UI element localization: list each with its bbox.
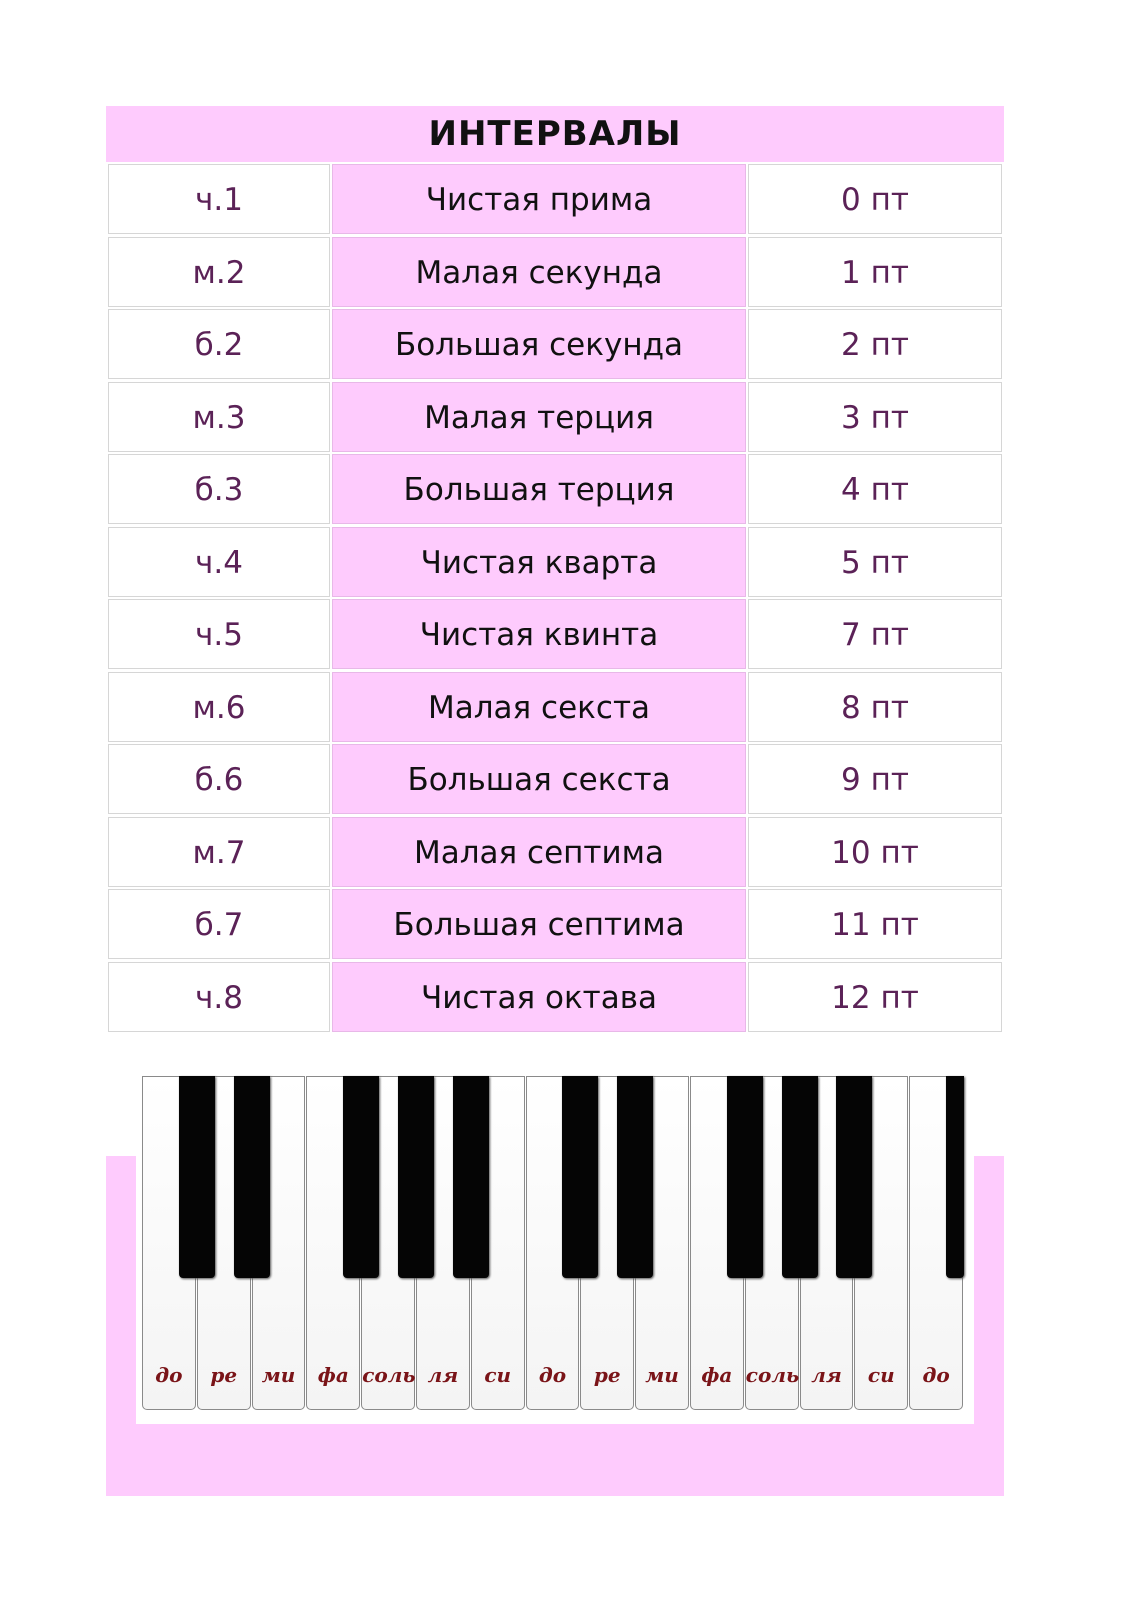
interval-name: Малая терция (332, 382, 746, 452)
table-row (106, 599, 1004, 673)
note-label: ми (645, 1363, 679, 1387)
black-key[interactable] (617, 1076, 653, 1278)
black-key[interactable] (179, 1076, 215, 1278)
interval-semitones: 3 пт (748, 382, 1002, 452)
interval-abbreviation: б.2 (108, 309, 330, 379)
black-key[interactable] (234, 1076, 270, 1278)
black-key[interactable] (836, 1076, 872, 1278)
interval-abbreviation: б.3 (108, 454, 330, 524)
table-row (106, 382, 1004, 456)
black-key[interactable] (343, 1076, 379, 1278)
interval-name: Чистая прима (332, 164, 746, 234)
interval-semitones: 5 пт (748, 527, 1002, 597)
interval-name: Чистая квинта (332, 599, 746, 669)
interval-name: Малая секста (332, 672, 746, 742)
interval-table (106, 162, 1004, 1156)
interval-semitones: 11 пт (748, 889, 1002, 959)
interval-semitones: 10 пт (748, 817, 1002, 887)
interval-abbreviation: ч.5 (108, 599, 330, 669)
interval-abbreviation: м.7 (108, 817, 330, 887)
black-key[interactable] (782, 1076, 818, 1278)
table-row (106, 454, 1004, 528)
black-key[interactable] (727, 1076, 763, 1278)
table-row (106, 962, 1004, 1036)
note-label: ля (427, 1363, 459, 1387)
note-label: ре (593, 1363, 621, 1387)
table-row (106, 889, 1004, 963)
table-row (106, 527, 1004, 601)
table-row (106, 672, 1004, 746)
interval-name: Большая секунда (332, 309, 746, 379)
interval-name: Чистая октава (332, 962, 746, 1032)
interval-name: Малая септима (332, 817, 746, 887)
interval-abbreviation: ч.4 (108, 527, 330, 597)
note-label: до (922, 1363, 950, 1387)
interval-sheet (106, 106, 1004, 1496)
note-label: фа (317, 1363, 349, 1387)
interval-semitones: 4 пт (748, 454, 1002, 524)
note-label: ре (210, 1363, 238, 1387)
table-row (106, 309, 1004, 383)
interval-abbreviation: ч.8 (108, 962, 330, 1032)
page-title: ИНТЕРВАЛЫ (428, 114, 682, 154)
note-label: соль (745, 1363, 800, 1387)
black-key[interactable] (946, 1076, 964, 1278)
piano-keyboard (136, 1072, 974, 1424)
interval-semitones: 1 пт (748, 237, 1002, 307)
interval-semitones: 12 пт (748, 962, 1002, 1032)
interval-name: Чистая кварта (332, 527, 746, 597)
interval-abbreviation: б.7 (108, 889, 330, 959)
interval-abbreviation: м.6 (108, 672, 330, 742)
note-label: ми (261, 1363, 296, 1387)
interval-semitones: 2 пт (748, 309, 1002, 379)
interval-semitones: 7 пт (748, 599, 1002, 669)
note-label: до (155, 1363, 183, 1387)
interval-abbreviation: м.2 (108, 237, 330, 307)
interval-semitones: 0 пт (748, 164, 1002, 234)
interval-abbreviation: ч.1 (108, 164, 330, 234)
interval-semitones: 8 пт (748, 672, 1002, 742)
black-key[interactable] (453, 1076, 489, 1278)
interval-name: Малая секунда (332, 237, 746, 307)
note-label: ля (811, 1363, 842, 1387)
interval-abbreviation: б.6 (108, 744, 330, 814)
note-label: си (484, 1363, 512, 1387)
table-row (106, 744, 1004, 818)
interval-name: Большая терция (332, 454, 746, 524)
note-label: фа (701, 1363, 733, 1387)
table-row (106, 164, 1004, 238)
note-label: до (538, 1363, 567, 1387)
table-row (106, 237, 1004, 311)
interval-name: Большая секста (332, 744, 746, 814)
black-key[interactable] (398, 1076, 434, 1278)
note-label: соль (362, 1363, 416, 1387)
note-label: си (867, 1363, 895, 1387)
interval-semitones: 9 пт (748, 744, 1002, 814)
black-key[interactable] (562, 1076, 598, 1278)
interval-abbreviation: м.3 (108, 382, 330, 452)
table-row (106, 817, 1004, 891)
interval-name: Большая септима (332, 889, 746, 959)
